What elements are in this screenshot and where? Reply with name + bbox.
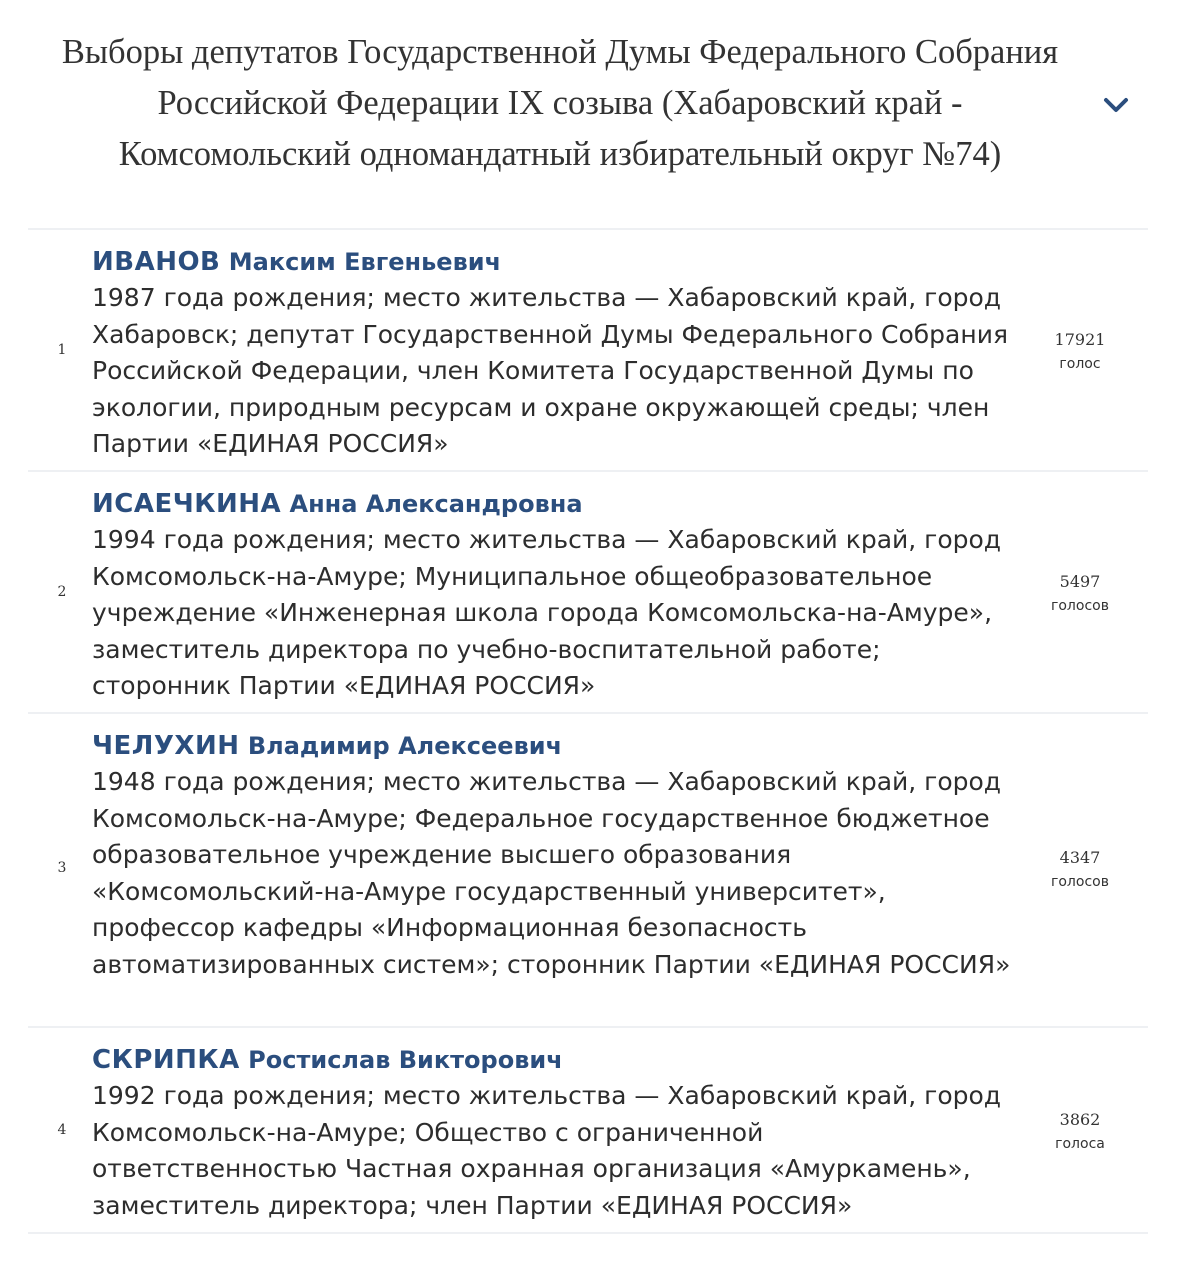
candidate-position: 3 (57, 860, 67, 876)
candidate-surname: ИВАНОВ (92, 247, 221, 277)
candidate-votes (1030, 846, 1130, 894)
candidate-given-names: Ростислав Викторович (248, 1046, 563, 1074)
vote-word: голосов (1051, 874, 1109, 890)
vote-count: 3862 (1059, 1110, 1101, 1129)
candidate-name-link[interactable] (92, 728, 1012, 764)
candidate-bio: 1994 года рождения; место жительства — Хабаровский край, город Комсомольск-на-Амуре; Муниципальное общеобразовательное учреждение «Инженерная школа города Комсомольска-на-Амуре», заместитель директора по учебно-воспитательной работе; сторонник Партии «ЕДИНАЯ РОССИЯ» (92, 525, 1002, 700)
candidate-votes (1030, 570, 1130, 618)
candidate-row (28, 1028, 1148, 1232)
candidate-details (92, 728, 1012, 983)
candidate-name-link[interactable] (92, 1042, 1012, 1078)
candidate-surname: ЧЕЛУХИН (92, 731, 240, 761)
candidate-results-list (28, 228, 1148, 1234)
candidate-row (28, 472, 1148, 712)
candidate-details (92, 1042, 1012, 1224)
candidate-surname: ИСАЕЧКИНА (92, 489, 282, 519)
candidate-bio: 1948 года рождения; место жительства — Хабаровский край, город Комсомольск-на-Амуре; Федеральное государственное бюджетное образовательное учреждение высшего образования «Комсомольский-на-Амуре государственный университет», профессор кафедры «Информационная безопасность автоматизированных систем»; сторонник Партии «ЕДИНАЯ РОССИЯ» (92, 767, 1011, 979)
candidate-row (28, 714, 1148, 1026)
candidate-details (92, 244, 1012, 463)
candidate-name-link[interactable] (92, 486, 1012, 522)
candidate-given-names: Максим Евгеньевич (228, 248, 502, 276)
results-header[interactable] (0, 0, 1179, 228)
vote-word: голосов (1051, 598, 1109, 614)
candidate-position: 2 (57, 584, 67, 600)
vote-count: 17921 (1054, 330, 1106, 349)
candidate-given-names: Анна Александровна (289, 490, 583, 518)
candidate-votes (1030, 328, 1130, 376)
chevron-down-icon[interactable] (1099, 92, 1133, 118)
divider (28, 1232, 1148, 1234)
candidate-bio: 1992 года рождения; место жительства — Хабаровский край, город Комсомольск-на-Амуре; Общество с ограниченной ответственностью Частная охранная организация «Амуркамень», заместитель директора; член Партии «ЕДИНАЯ РОССИЯ» (92, 1081, 1002, 1220)
vote-count: 5497 (1059, 572, 1101, 591)
candidate-details (92, 486, 1012, 705)
candidate-row (28, 230, 1148, 470)
candidate-bio: 1987 года рождения; место жительства — Хабаровский край, город Хабаровск; депутат Государственной Думы Федерального Собрания Российской Федерации, член Комитета Государственной Думы по экологии, природным ресурсам и охране окружающей среды; член Партии «ЕДИНАЯ РОССИЯ» (92, 283, 1009, 458)
candidate-surname: СКРИПКА (92, 1045, 240, 1075)
candidate-given-names: Владимир Алексеевич (247, 732, 563, 760)
vote-word: голос (1059, 356, 1101, 372)
candidate-name-link[interactable] (92, 244, 1012, 280)
candidate-position: 4 (57, 1122, 67, 1138)
election-title: Выборы депутатов Государственной Думы Федерального Собрания Российской Федерации IX созыва (Хабаровский край - Комсомольский одномандатный избирательный округ №74) (61, 33, 1059, 173)
candidate-position: 1 (57, 342, 67, 358)
candidate-votes (1030, 1108, 1130, 1156)
vote-count: 4347 (1059, 848, 1101, 867)
vote-word: голоса (1055, 1136, 1105, 1152)
